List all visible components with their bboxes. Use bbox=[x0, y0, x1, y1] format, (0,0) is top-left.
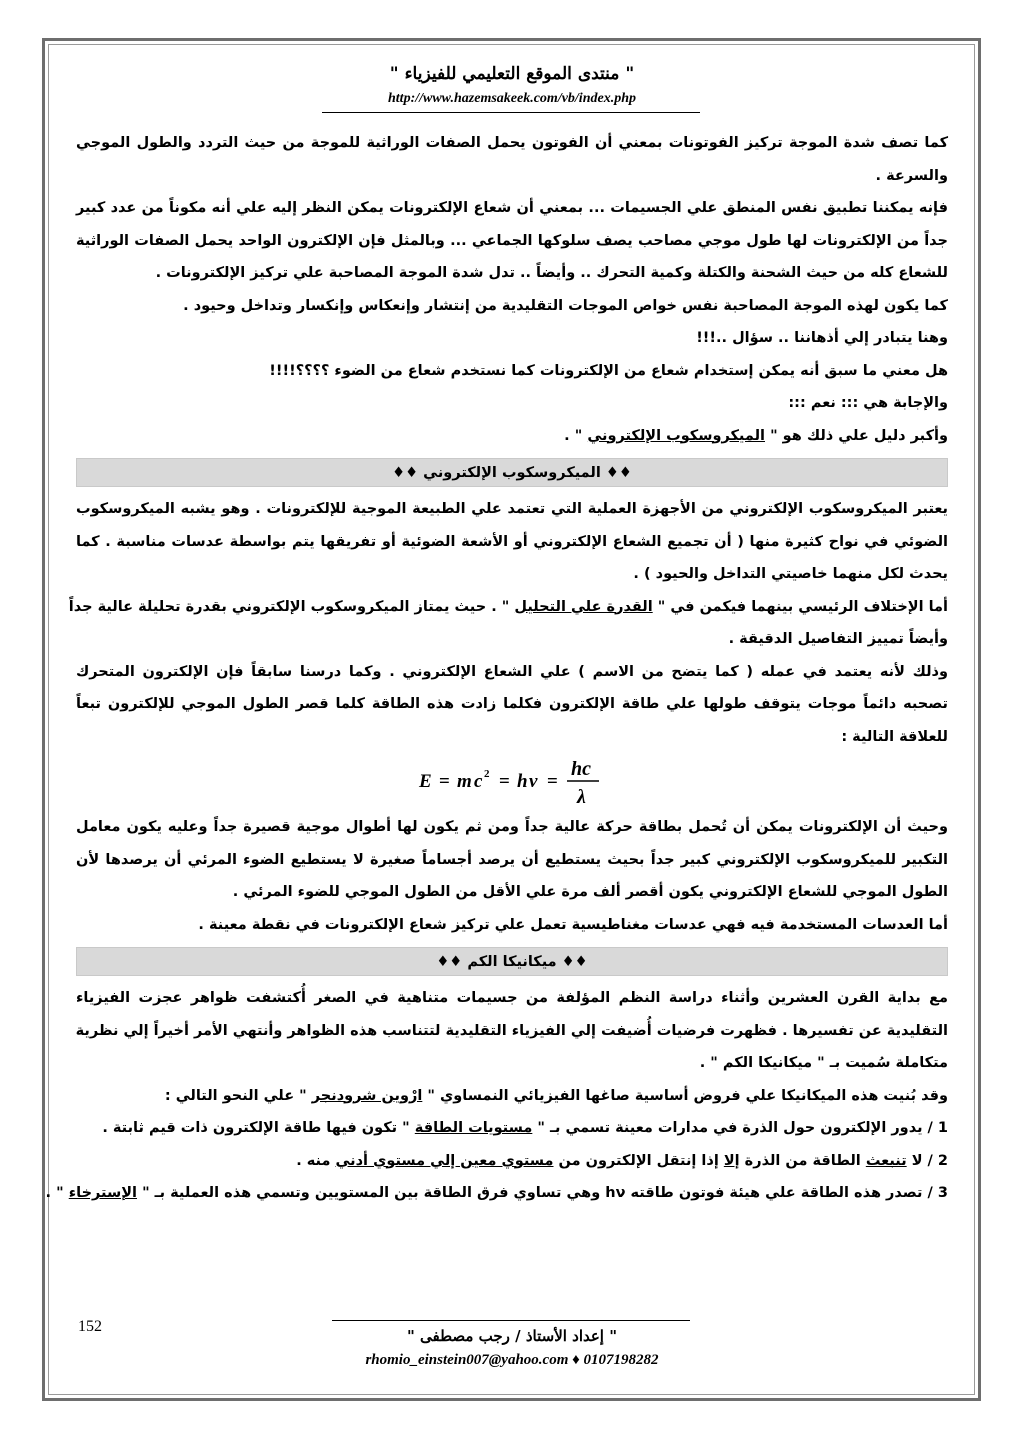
underlined-term: مستويات الطاقة bbox=[414, 1120, 533, 1136]
eq-symbol-c: c bbox=[474, 771, 483, 792]
section-heading-electron-microscope: ♦♦ الميكروسكوب الإلكتروني ♦♦ bbox=[76, 458, 948, 487]
text-run: " . bbox=[45, 1185, 64, 1201]
paragraph-line: والسرعة . bbox=[875, 167, 948, 184]
paragraph-line: جداً من الإلكترونات لها طول موجي مصاحب يصف سلوكها الجماعي ... وبالمثل فإن الإلكترون الواحد يحمل الصفات الوراثية bbox=[76, 232, 948, 249]
paragraph-line bbox=[76, 1080, 948, 1113]
paragraph-line: فإنه يمكننا تطبيق نفس المنطق علي الجسيمات ... بمعني أن شعاع الإلكترونات يمكن النظر إليه علي أنه مكوناً من عدد كبير bbox=[76, 200, 948, 216]
eq-equals: = bbox=[499, 771, 510, 792]
text-run: " . حيث يمتاز الميكروسكوب الإلكتروني بقدرة تحليلة عالية جداً bbox=[68, 598, 510, 615]
paragraph-line: وحيث أن الإلكترونات يمكن أن تُحمل بطاقة حركة عالية جداً ومن ثم يكون لها أطوال موجية قصيرة جداً وعليه يكون معامل bbox=[76, 819, 948, 835]
paragraph-line: مع بداية القرن العشرين وأثناء دراسة النظم المؤلفة من جسيمات متناهية في الصغر أُكتشفت ظواهر عجزت الفيزياء bbox=[76, 990, 948, 1006]
energy-equation bbox=[76, 753, 948, 811]
text-run: الطاقة من الذرة bbox=[739, 1152, 866, 1169]
eq-symbol-m: m bbox=[457, 771, 472, 792]
paragraph-line: للعلاقة التالية : bbox=[841, 728, 948, 745]
eq-symbol-nu: ν bbox=[529, 771, 538, 792]
paragraph-line: والإجابة هي ::: نعم ::: bbox=[788, 395, 948, 411]
paragraph-line: كما يكون لهذه الموجة المصاحبة نفس خواص الموجات التقليدية من إنتشار وإنعكاس وإنكسار وتداخل وحيود . bbox=[183, 297, 948, 314]
paragraph-line: وذلك لأنه يعتمد في عمله ( كما يتضح من الاسم ) علي الشعاع الإلكتروني . وكما درسنا سابقاً فإن الإلكترون المتحرك bbox=[76, 663, 948, 680]
paragraph-line: التكبير للميكروسكوب الإلكتروني كبير جداً بحيث يستطيع أن يرصد أجساماً صغيرة لا يستطيع الضوء المرئي أن يرصدها لأن bbox=[76, 851, 948, 868]
text-run: 3 / تصدر هذه الطاقة علي هيئة فوتون طاقته hν وهي تساوي فرق الطاقة بين المستويين وتسمي هذه العملية بـ " bbox=[142, 1185, 948, 1201]
eq-numerator: hc bbox=[571, 758, 591, 780]
eq-equals: = bbox=[547, 771, 558, 792]
eq-equals: = bbox=[439, 771, 450, 792]
eq-denominator: λ bbox=[577, 786, 586, 808]
page-number: 152 bbox=[78, 1318, 102, 1335]
underlined-term: مستوي معين إلي مستوي أدني bbox=[335, 1152, 554, 1169]
eq-exponent: 2 bbox=[484, 768, 490, 780]
underlined-term: الإسترخاء bbox=[68, 1185, 138, 1201]
section-heading-quantum-mechanics: ♦♦ ميكانيكا الكم ♦♦ bbox=[76, 947, 948, 976]
header-url[interactable]: http://www.hazemsakeek.com/vb/index.php bbox=[388, 91, 636, 106]
text-run: " علي النحو التالي : bbox=[164, 1087, 307, 1104]
text-run: وقد بُنيت هذه الميكانيكا علي فروض أساسية صاغها الفيزيائي النمساوي " bbox=[427, 1087, 948, 1104]
document-body bbox=[45, 127, 948, 1210]
underlined-term: القدرة علي التحليل bbox=[514, 598, 653, 615]
postulate-1 bbox=[76, 1112, 948, 1145]
postulate-3 bbox=[45, 1177, 948, 1210]
header-title: " منتدى الموقع التعليمي للفيزياء " bbox=[389, 64, 635, 84]
paragraph-line: متكاملة سُميت بـ " ميكانيكا الكم " . bbox=[699, 1055, 948, 1071]
text-run: وأكبر دليل علي ذلك هو " bbox=[770, 427, 948, 444]
paragraph-line: التقليدية عن تفسيرها . فظهرت فرضيات أُضيفت إلي الفيزياء التقليدية لتتناسب هذه الظواهر وأنتهي الأمر أخيراً إلي نظرية bbox=[75, 1022, 948, 1039]
text-run: " تكون فيها طاقة الإلكترون ذات قيم ثابتة . bbox=[102, 1120, 410, 1136]
text-run: 1 / يدور الإلكترون حول الذرة في مدارات معينة تسمي بـ " bbox=[537, 1120, 948, 1136]
text-run: 2 / لا bbox=[906, 1152, 948, 1169]
paragraph-line: تصحبه دائماً موجات يتوقف طولها علي طاقة الإلكترون فكلما زادت هذه الطاقة كلما قصر الطول الموجي للإلكترون تبعاً bbox=[76, 696, 948, 712]
paragraph-line: وهنا يتبادر إلي أذهاننا .. سؤال ..!!! bbox=[696, 330, 948, 346]
paragraph-line: للشعاع كله من حيث الشحنة والكتلة وكمية التحرك .. وأيضاً .. تدل شدة الموجة المصاحبة علي تركيز الإلكترونات . bbox=[155, 265, 948, 281]
underlined-term: إلا bbox=[723, 1152, 740, 1169]
footer-divider bbox=[332, 1320, 690, 1321]
text-run: منه . bbox=[296, 1152, 336, 1169]
underlined-term: تنبعث bbox=[865, 1152, 907, 1169]
paragraph-line: الضوئي في نواح كثيرة منها ( أن تجميع الشعاع الإلكتروني أو الأشعة الضوئية أو تفريقها يتم بواسطة عدسات مناسبة . كما bbox=[76, 533, 948, 550]
text-run: إذا إنتقل الإلكترون من bbox=[553, 1152, 724, 1169]
paragraph-line: يحدث لكل منهما خاصيتي التداخل والحيود ) . bbox=[633, 566, 948, 582]
underlined-term: الميكروسكوب الإلكتروني bbox=[587, 427, 765, 444]
footer-contact: rhomio_einstein007@yahoo.com ♦ 0107198282 bbox=[365, 1352, 659, 1368]
footer-author: " إعداد الأستاذ / رجب مصطفى " bbox=[406, 1327, 618, 1345]
text-run: أما الإختلاف الرئيسي بينهما فيكمن في " bbox=[657, 598, 948, 615]
paragraph-line: أما العدسات المستخدمة فيه فهي عدسات مغناطيسية تعمل علي تركيز شعاع الإلكترونات في نقطة معينة . bbox=[198, 916, 948, 933]
paragraph-line: وأيضاً تمييز التفاصيل الدقيقة . bbox=[728, 631, 948, 647]
header-divider bbox=[322, 112, 700, 113]
eq-symbol-h: h bbox=[517, 771, 528, 792]
paragraph-line bbox=[68, 591, 948, 624]
eq-symbol-E: E bbox=[419, 771, 432, 792]
underlined-term: ارْوين شرودنجر bbox=[311, 1087, 423, 1104]
paragraph-line: هل معني ما سبق أنه يمكن إستخدام شعاع من الإلكترونات كما نستخدم شعاع من الضوء ؟؟؟؟!!!! bbox=[269, 362, 948, 379]
postulate-2 bbox=[76, 1145, 948, 1178]
paragraph-line: الطول الموجي للشعاع الإلكتروني يكون أقصر ألف مرة علي الأقل من الطول الموجي للضوء المرئي . bbox=[232, 884, 948, 900]
text-run: " . bbox=[564, 427, 583, 444]
paragraph-line bbox=[76, 420, 948, 453]
paragraph-line: يعتبر الميكروسكوب الإلكتروني من الأجهزة العملية التي تعتمد علي الطبيعة الموجية للإلكترونات . وهو يشبه الميكروسكوب bbox=[76, 501, 948, 517]
paragraph-line: كما تصف شدة الموجة تركيز الفوتونات بمعني أن الفوتون يحمل الصفات الوراثية للموجة من حيث التردد والطول الموجي bbox=[76, 135, 948, 151]
